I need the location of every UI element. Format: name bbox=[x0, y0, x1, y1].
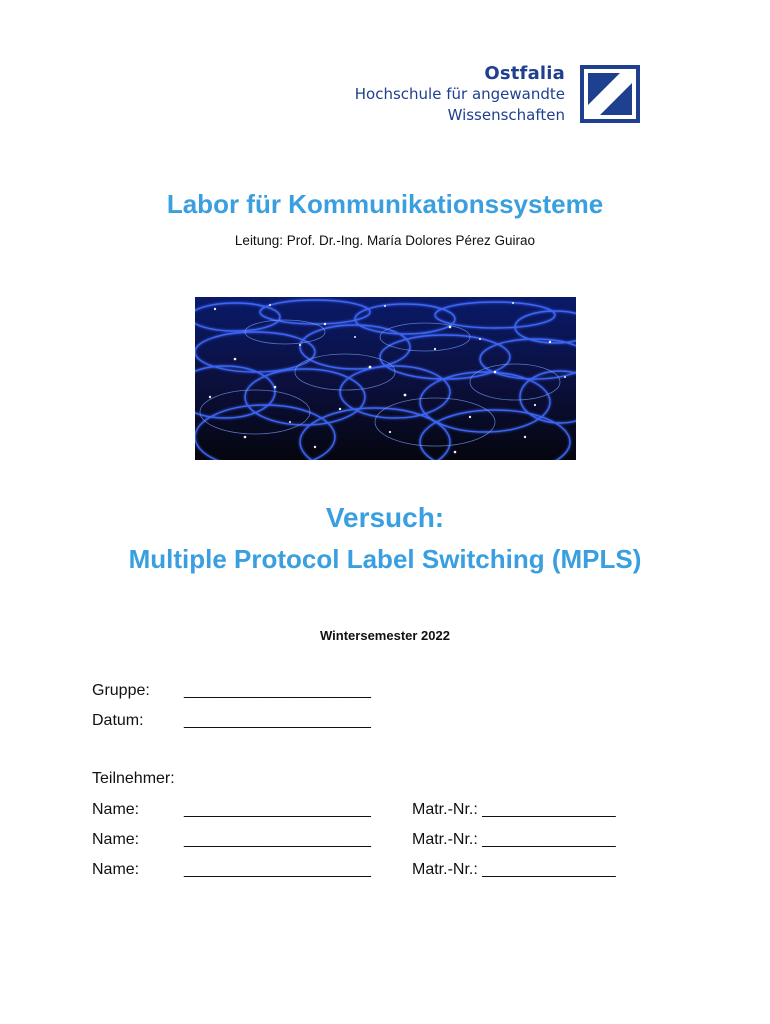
teilnehmer-label: Teilnehmer: bbox=[92, 770, 175, 787]
semester: Wintersemester 2022 bbox=[320, 628, 450, 643]
logo-line-1: Hochschule für angewandte bbox=[354, 84, 565, 103]
logo-text bbox=[355, 64, 565, 126]
logo-line-2: Wissenschaften bbox=[447, 105, 565, 124]
experiment-heading: Versuch: bbox=[325, 502, 445, 533]
matr-field[interactable]: Matr.-Nr.: _______________ bbox=[412, 861, 616, 878]
ostfalia-logo-icon bbox=[580, 65, 640, 123]
lab-title: Labor für Kommunikationssysteme bbox=[166, 189, 604, 219]
experiment-topic: Multiple Protocol Label Switching (MPLS) bbox=[128, 544, 642, 574]
datum-label: Datum: bbox=[92, 712, 144, 729]
logo-name: Ostfalia bbox=[484, 63, 565, 84]
university-logo bbox=[340, 62, 640, 128]
gruppe-field[interactable]: _____________________ bbox=[184, 682, 371, 699]
lab-leader: Leitung: Prof. Dr.-Ing. María Dolores Pérez Guirao bbox=[234, 233, 536, 248]
gruppe-label: Gruppe: bbox=[92, 682, 150, 699]
name-label: Name: bbox=[92, 831, 140, 848]
matr-field[interactable]: Matr.-Nr.: _______________ bbox=[412, 801, 616, 818]
name-label: Name: bbox=[92, 861, 140, 878]
network-fiber-image bbox=[195, 297, 576, 460]
name-field[interactable]: _____________________ bbox=[184, 831, 371, 848]
name-field[interactable]: _____________________ bbox=[184, 861, 371, 878]
name-label: Name: bbox=[92, 801, 140, 818]
name-field[interactable]: _____________________ bbox=[184, 801, 371, 818]
matr-field[interactable]: Matr.-Nr.: _______________ bbox=[412, 831, 616, 848]
datum-field[interactable]: _____________________ bbox=[184, 712, 371, 729]
